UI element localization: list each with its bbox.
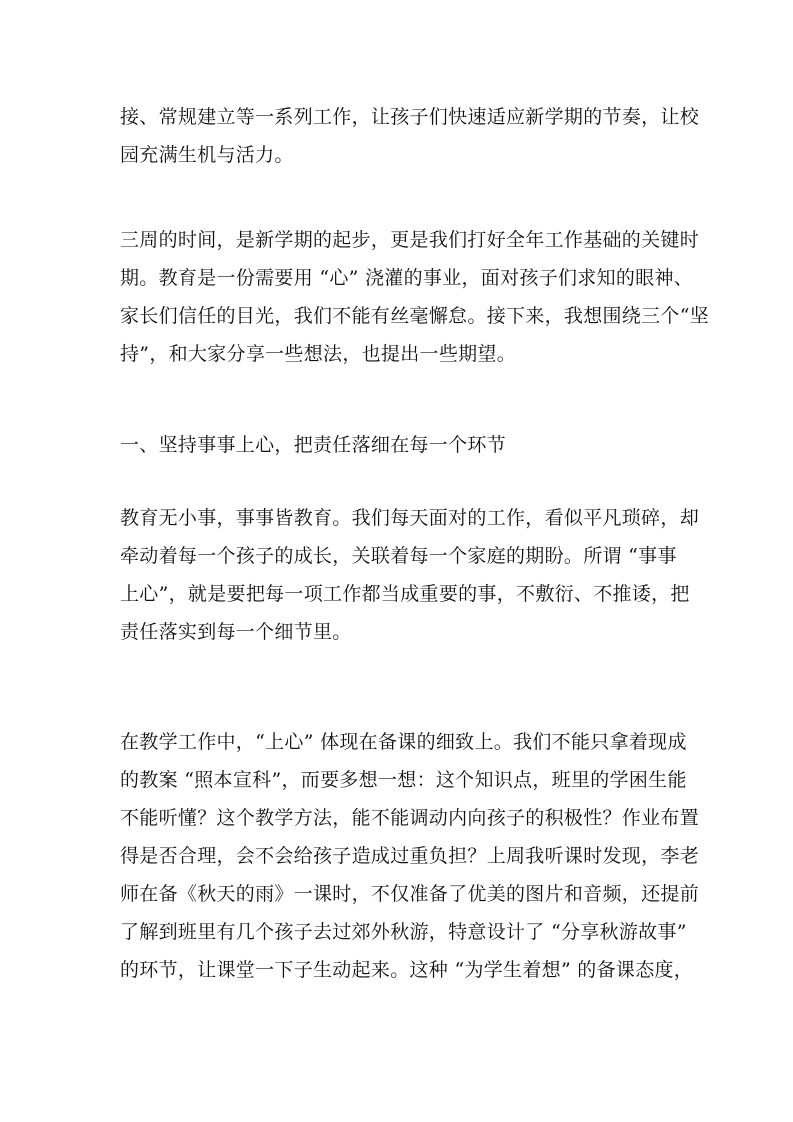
text-line: 不能听懂？这个教学方法，能不能调动内向孩子的积极性？作业布置 (120, 807, 700, 829)
section-heading: 一、坚持事事上心，把责任落细在每一个环节 (120, 434, 507, 456)
text-line: 期。教育是一份需要用 “心” 浇灌的事业，面对孩子们求知的眼神、 (120, 267, 694, 289)
text-line: 家长们信任的目光，我们不能有丝毫懈怠。接下来，我想围绕三个“坚 (120, 305, 710, 327)
paragraph-lesson-prep (120, 723, 700, 989)
text-line: 责任落实到每一个细节里。 (120, 621, 352, 643)
text-line: 了解到班里有几个孩子去过郊外秋游，特意设计了 “分享秋游故事” (120, 921, 687, 943)
text-line: 园充满生机与活力。 (120, 144, 294, 166)
text-line: 在教学工作中，“上心” 体现在备课的细致上。我们不能只拿着现成 (120, 731, 687, 753)
text-line: 的环节，让课堂一下子生动起来。这种 “为学生着想” 的备课态度， (120, 959, 694, 981)
paragraph-intro-continuation (120, 98, 700, 174)
text-line: 师在备《秋天的雨》一课时，不仅准备了优美的图片和音频，还提前 (120, 883, 700, 905)
text-line: 得是否合理，会不会给孩子造成过重负担？上周我听课时发现，李老 (120, 845, 700, 867)
section-heading-one (120, 426, 676, 464)
text-line: 三周的时间，是新学期的起步，更是我们打好全年工作基础的关键时 (120, 229, 700, 251)
text-line: 持”，和大家分享一些想法，也提出一些期望。 (120, 343, 517, 365)
text-line: 的教案 “照本宣科”，而要多想一想：这个知识点，班里的学困生能 (120, 769, 687, 791)
paragraph-no-small-matters (120, 499, 700, 651)
paragraph-three-weeks (120, 221, 710, 373)
text-line: 接、常规建立等一系列工作，让孩子们快速适应新学期的节奏，让校 (120, 106, 700, 128)
text-line: 上心”，就是要把每一项工作都当成重要的事，不敷衍、不推诿，把 (120, 583, 690, 605)
text-line: 教育无小事，事事皆教育。我们每天面对的工作，看似平凡琐碎，却 (120, 507, 700, 529)
text-line: 牵动着每一个孩子的成长，关联着每一个家庭的期盼。所谓 “事事 (120, 545, 677, 567)
